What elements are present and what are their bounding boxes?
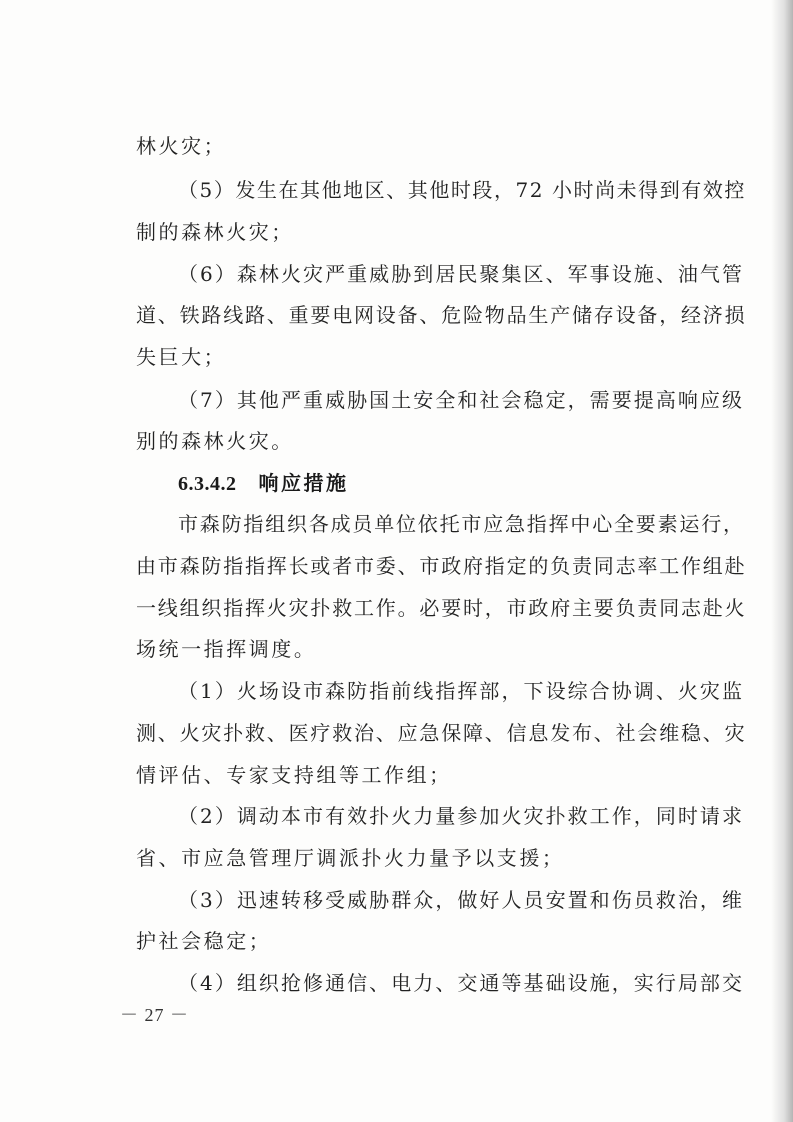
text-line: 由市森防指指挥长或者市委、市政府指定的负责同志率工作组赴 [136,554,747,578]
section-heading [178,471,349,495]
text-line: 林火灾； [136,134,227,158]
text-line: （4）组织抢修通信、电力、交通等基础设施，实行局部交 [178,971,745,995]
text-line: （6）森林火灾严重威胁到居民聚集区、军事设施、油气管 [178,262,745,286]
text-line: （3）迅速转移受威胁群众，做好人员安置和伤员救治，维 [178,888,745,912]
text-line: 制的森林火灾； [136,220,294,244]
section-number: 6.3.4.2 [178,473,237,495]
scan-edge-shadow [771,0,793,1122]
text-line: 测、火灾扑救、医疗救治、应急保障、信息发布、社会维稳、灾 [136,721,747,745]
text-line: 一线组织指挥火灾扑救工作。必要时，市政府主要负责同志赴火 [136,596,747,620]
text-line: （5）发生在其他地区、其他时段，72 小时尚未得到有效控 [178,178,746,202]
section-title: 响应措施 [258,471,349,495]
text-line: （1）火场设市森防指前线指挥部，下设综合协调、火灾监 [178,679,745,703]
text-line: 场统一指挥调度。 [136,637,317,661]
text-line: 护社会稳定； [136,929,272,953]
text-line: 别的森林火灾。 [136,429,294,453]
text-line: 省、市应急管理厅调派扑火力量予以支援； [136,846,565,870]
text-line: 情评估、专家支持组等工作组； [136,763,452,787]
text-line: 失巨大； [136,345,227,369]
text-line: 市森防指组织各成员单位依托市应急指挥中心全要素运行， [178,512,745,536]
page-number: － 27 － [120,1005,189,1025]
text-line: （2）调动本市有效扑火力量参加火灾扑救工作，同时请求 [178,804,745,828]
text-line: 道、铁路线路、重要电网设备、危险物品生产储存设备，经济损 [136,303,747,327]
text-line: （7）其他严重威胁国土安全和社会稳定，需要提高响应级 [178,388,745,412]
